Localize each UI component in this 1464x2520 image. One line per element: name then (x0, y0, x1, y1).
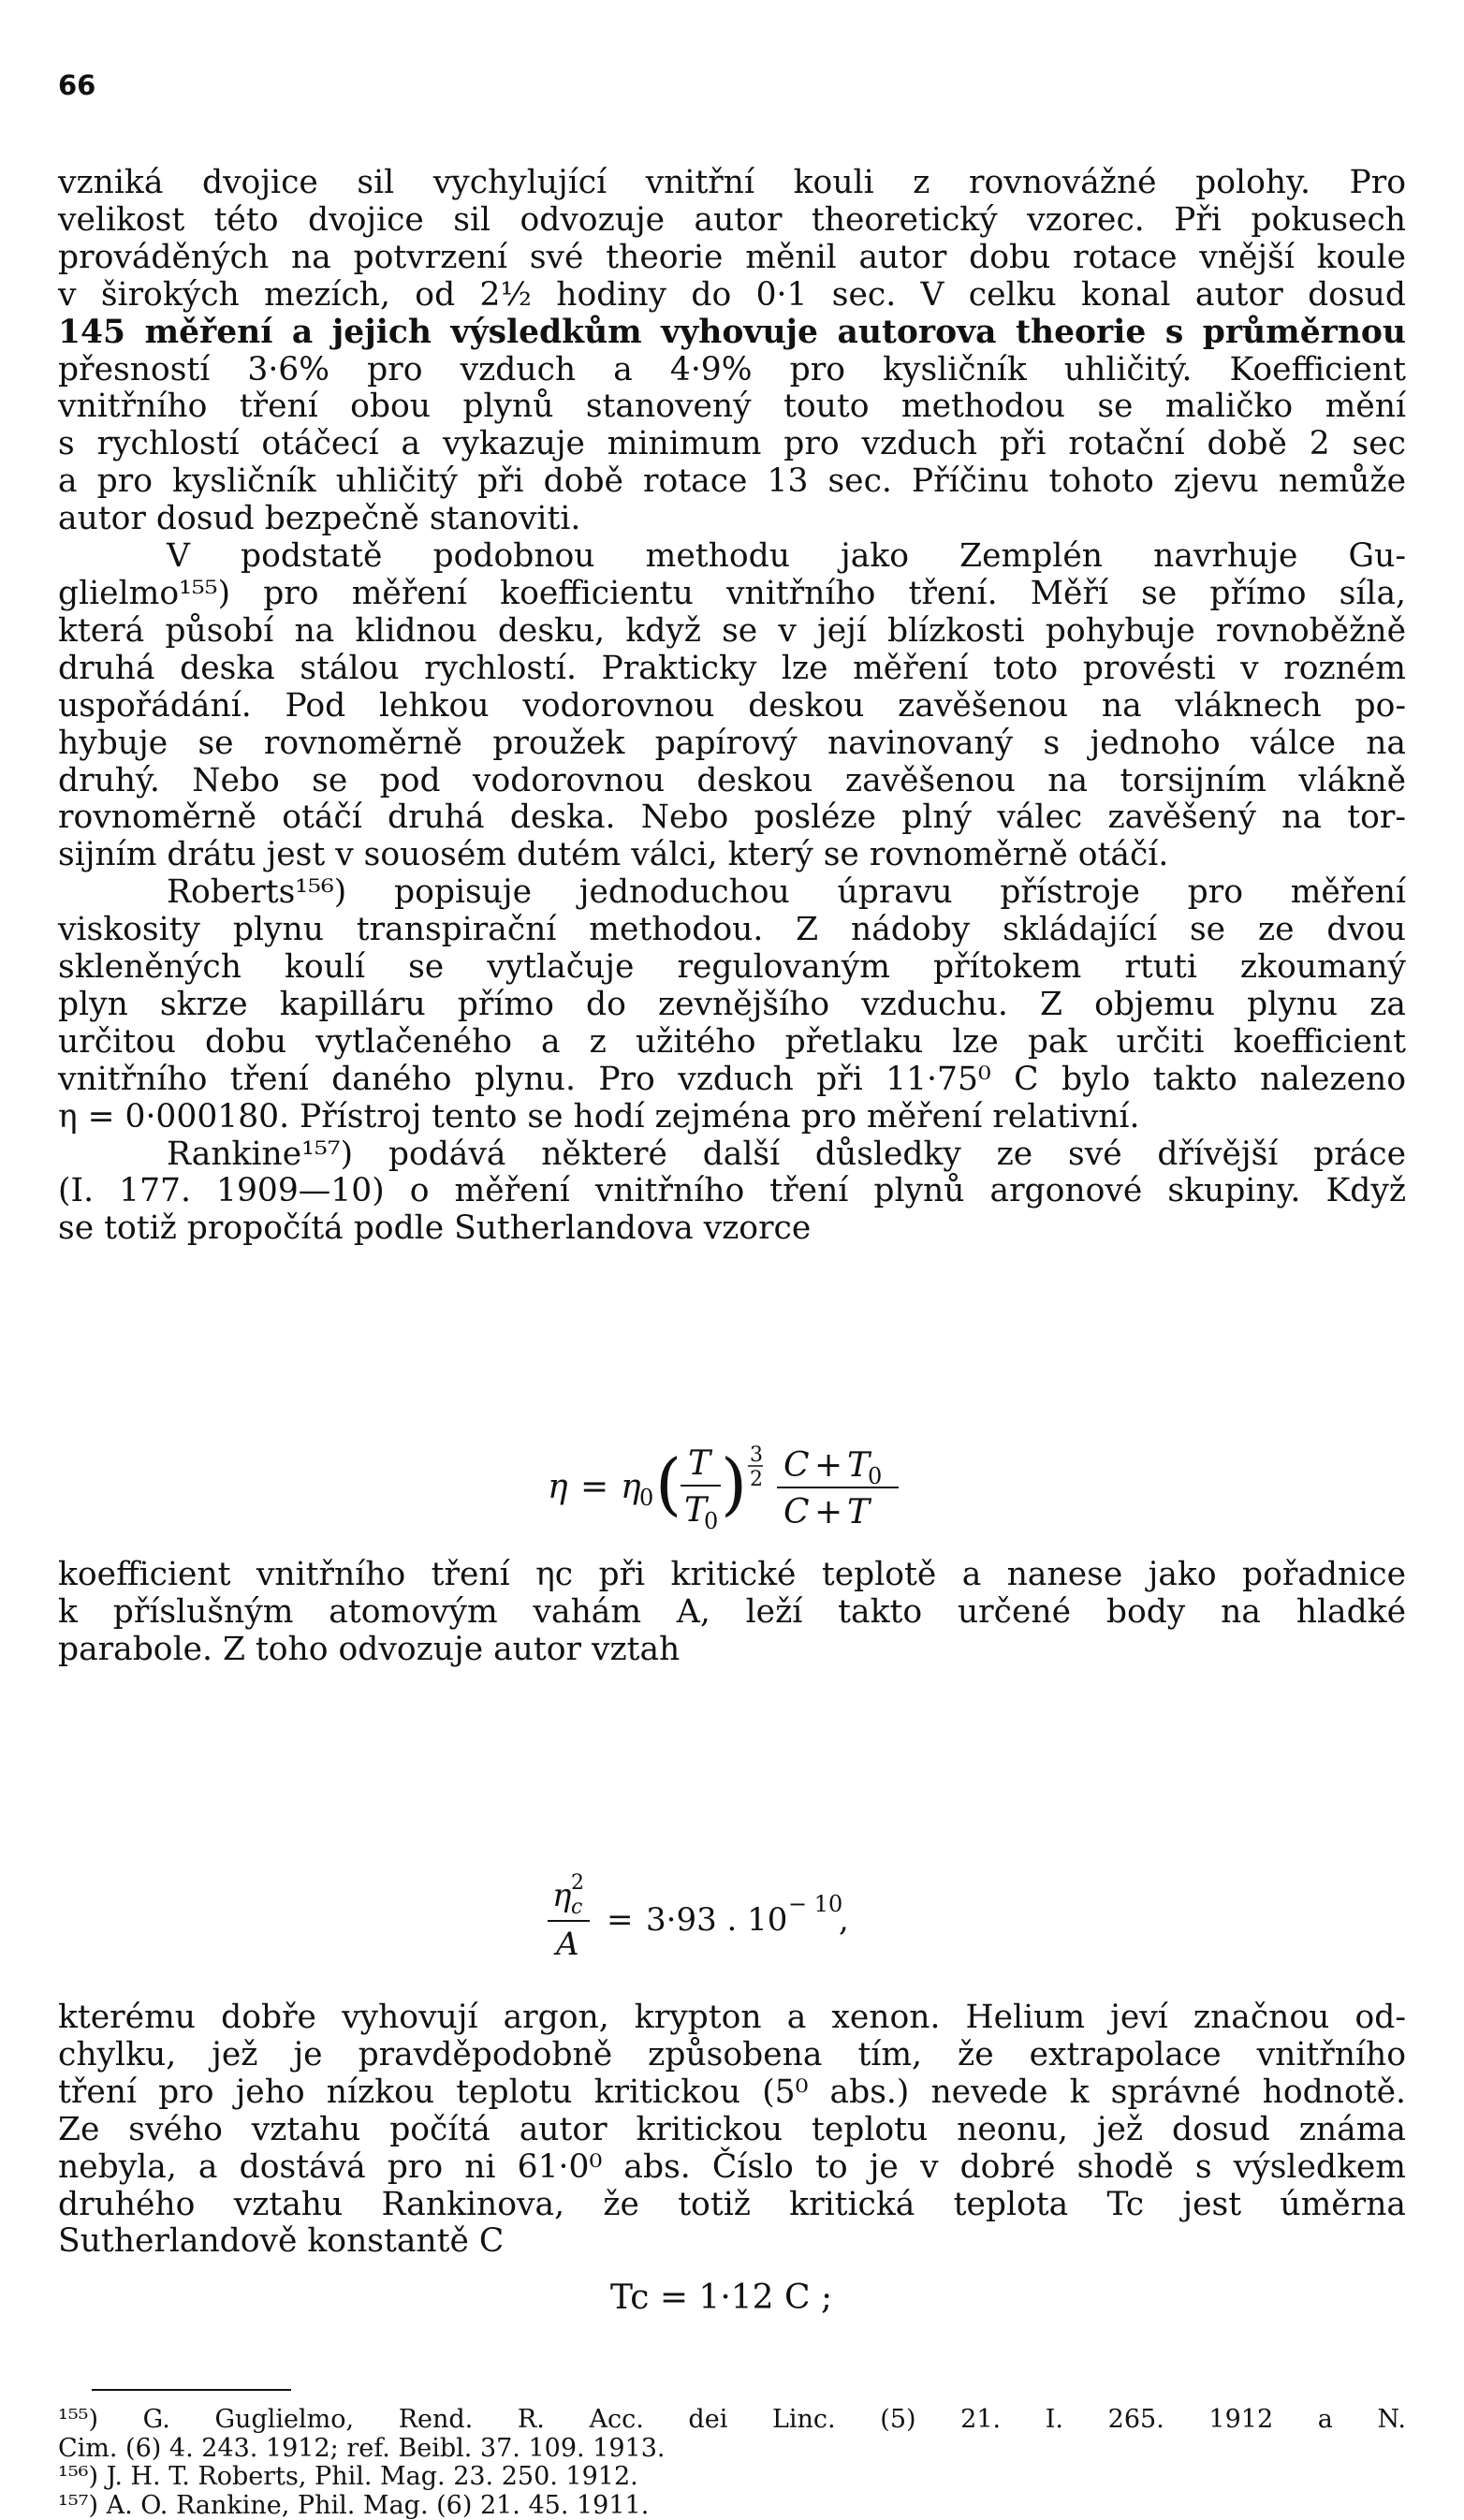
footnote-line: ¹⁵⁵) G. Guglielmo, Rend. R. Acc. dei Linc. (5) 21. I. 265. 1912 a N. (58, 2405, 1406, 2434)
text-line: rovnoměrně otáčí druhá deska. Nebo posléze plný válec zavěšený na tor- (58, 798, 1406, 837)
text-line: η = 0·000180. Přístroj tento se hodí zejména pro měření relativní. (58, 1097, 1140, 1135)
text-line: prováděných na potvrzení své theorie měnil autor dobu rotace vnější koule (58, 238, 1406, 276)
text-line: Rankine¹⁵⁷) podává některé další důsledky ze své dřívější práce (167, 1135, 1406, 1173)
svg-text:A: A (556, 1926, 579, 1962)
svg-text:0: 0 (868, 1463, 883, 1489)
svg-text:T: T (688, 1444, 711, 1483)
text-line: glielmo¹⁵⁵) pro měření koefficientu vnitřního tření. Měří se přímo síla, (58, 574, 1406, 612)
svg-text:3·93 . 10: 3·93 . 10 (646, 1901, 788, 1939)
text-line: hybuje se rovnoměrně proužek papírový navinovaný s jednoho válce na (58, 724, 1406, 762)
svg-text:,: , (839, 1901, 849, 1939)
text-line: která působí na klidnou desku, když se v její blízkosti pohybuje rovnoběžně (58, 611, 1406, 650)
relation-formula-graphic (543, 1868, 936, 1962)
text-line: koefficient vnitřního tření ηc při kritické teplotě a nanese jako pořadnice (58, 1556, 1406, 1593)
svg-text:η: η (552, 1877, 572, 1914)
body-text-block-2 (58, 1557, 1406, 1669)
critical-temperature-formula: Tc = 1·12 C ; (610, 2278, 833, 2317)
svg-text:0: 0 (639, 1485, 654, 1511)
text-line: plyn skrze kapilláru přímo do zevnějšího vzduchu. Z objemu plynu za (58, 985, 1406, 1023)
body-text-block-3 (58, 2000, 1406, 2261)
svg-text:η: η (548, 1468, 568, 1506)
text-line: V podstatě podobnou methodu jako Zemplén navrhuje Gu- (167, 537, 1406, 576)
text-line: parabole. Z toho odvozuje autor vztah (58, 1630, 681, 1668)
sutherland-formula-graphic (529, 1428, 978, 1549)
svg-text:− 10: − 10 (788, 1891, 843, 1917)
svg-text:η: η (621, 1468, 641, 1506)
body-text-block-1 (58, 165, 1406, 1248)
sutherland-formula (529, 1428, 978, 1549)
text-line: sijním drátu jest v souosém dutém válci, který se rovnoměrně otáčí. (58, 836, 1169, 874)
text-line: určitou dobu vytlačeného a z užitého přetlaku lze pak určiti koefficient (58, 1022, 1406, 1061)
footnote-line: Cim. (6) 4. 243. 1912; ref. Beibl. 37. 109. 1913. (58, 2433, 666, 2463)
text-line: autor dosud bezpečně stanoviti. (58, 500, 581, 538)
svg-text:): ) (721, 1444, 748, 1523)
text-line: vnitřního tření daného plynu. Pro vzduch při 11·75⁰ C bylo takto nalezeno (58, 1060, 1406, 1098)
text-line: uspořádání. Pod lehkou vodorovnou deskou zavěšenou na vláknech po- (58, 686, 1406, 725)
text-line: přesností 3·6% pro vzduch a 4·9% pro kysličník uhličitý. Koefficient (58, 350, 1406, 388)
svg-text:2: 2 (750, 1468, 763, 1491)
text-line: nebyla, a dostává pro ni 61·0⁰ abs. Číslo to je v dobré shodě s výsledkem (58, 2147, 1406, 2186)
text-line: druhého vztahu Rankinova, že totiž kritická teplota Tc jest úměrna (58, 2185, 1406, 2223)
footnote-line: ¹⁵⁶) J. H. T. Roberts, Phil. Mag. 23. 250. 1912. (58, 2462, 638, 2491)
text-line: k příslušným atomovým vahám A, leží takto určené body na hladké (58, 1592, 1406, 1631)
text-line: druhý. Nebo se pod vodorovnou deskou zavěšenou na torsijním vlákně (58, 761, 1406, 799)
text-line: kterému dobře vyhovují argon, krypton a xenon. Helium jeví značnou od- (58, 1999, 1406, 2036)
svg-text:+: + (814, 1493, 843, 1531)
text-line: v širokých mezích, od 2½ hodiny do 0·1 sec. V celku konal autor dosud (58, 275, 1406, 314)
text-line: tření pro jeho nízkou teplotu kritickou (5⁰ abs.) nevede k správné hodnotě. (58, 2073, 1406, 2111)
text-line: se totiž propočítá podle Sutherlandova vzorce (58, 1209, 812, 1248)
svg-text:(: ( (655, 1444, 682, 1523)
svg-text:+: + (814, 1446, 843, 1485)
footnote-divider (92, 2389, 291, 2391)
svg-text:0: 0 (704, 1508, 719, 1534)
text-line: (I. 177. 1909—10) o měření vnitřního tření plynů argonové skupiny. Když (58, 1172, 1406, 1210)
text-line: Ze svého vztahu počítá autor kritickou teplotu neonu, jež dosud známa (58, 2110, 1406, 2148)
text-line: velikost této dvojice sil odvozuje autor theoretický vzorec. Při pokusech (58, 200, 1406, 239)
svg-text:2: 2 (571, 1871, 584, 1895)
svg-text:T: T (684, 1491, 708, 1530)
svg-text:c: c (571, 1896, 583, 1919)
text-line: vnitřního tření obou plynů stanovený touto methodou se maličko mění (58, 388, 1406, 426)
text-line: Roberts¹⁵⁶) popisuje jednoduchou úpravu přístroje pro měření (167, 873, 1406, 912)
page-number: 66 (58, 69, 96, 101)
text-line: druhá deska stálou rychlostí. Prakticky lze měření toto provésti v rozném (58, 649, 1406, 687)
text-line: 145 měření a jejich výsledkům vyhovuje autorova theorie s průměrnou (58, 313, 1406, 351)
text-line: s rychlostí otáčecí a vykazuje minimum pro vzduch při rotační době 2 sec (58, 425, 1406, 463)
svg-text:C: C (783, 1493, 810, 1531)
text-line: viskosity plynu transpirační methodou. Z nádoby skládající se ze dvou (58, 911, 1406, 949)
svg-text:T: T (847, 1446, 871, 1485)
relation-formula (543, 1868, 936, 1962)
svg-text:T: T (847, 1493, 871, 1531)
footnote-line: ¹⁵⁷) A. O. Rankine, Phil. Mag. (6) 21. 45. 1911. (58, 2490, 650, 2520)
text-line: vzniká dvojice sil vychylující vnitřní kouli z rovnovážné polohy. Pro (58, 164, 1406, 201)
text-line: chylku, jež je pravděpodobně způsobena tím, že extrapolace vnitřního (58, 2035, 1406, 2073)
footnotes (58, 2406, 1406, 2520)
svg-text:=: = (607, 1901, 634, 1939)
svg-text:C: C (783, 1446, 810, 1485)
svg-text:=: = (580, 1468, 609, 1506)
svg-text:3: 3 (750, 1443, 763, 1467)
text-line: skleněných koulí se vytlačuje regulovaným přítokem rtuti zkoumaný (58, 948, 1406, 987)
text-line: Sutherlandově konstantě C (58, 2222, 505, 2261)
text-line: a pro kysličník uhličitý při době rotace 13 sec. Příčinu tohoto zjevu nemůže (58, 462, 1406, 501)
